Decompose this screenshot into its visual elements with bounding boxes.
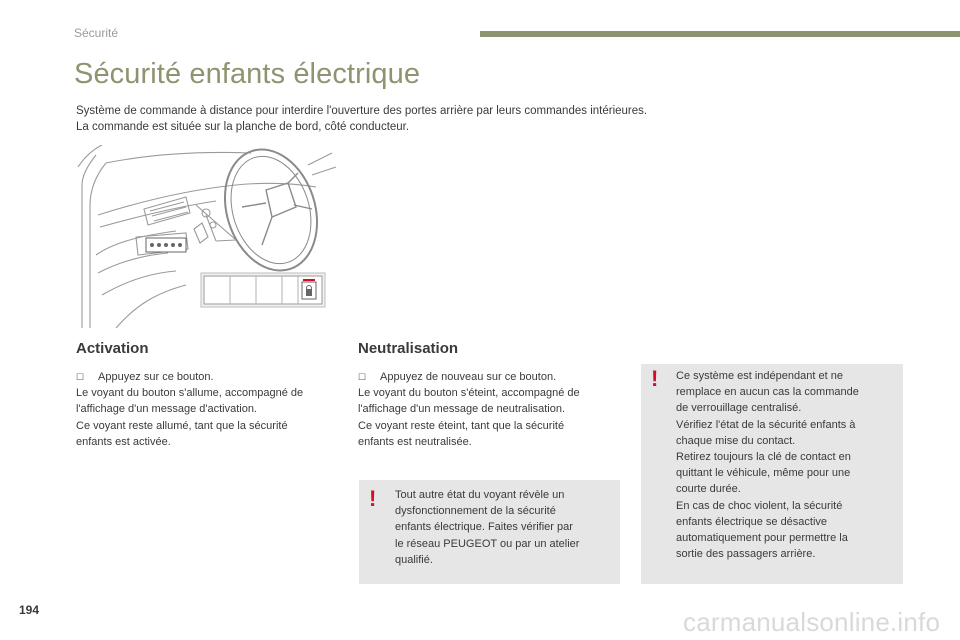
- warning-line: automatiquement pour permettre la: [676, 532, 848, 545]
- exclamation-icon: !: [651, 366, 659, 391]
- neutralisation-line: l'affichage d'un message de neutralisation.: [358, 403, 566, 416]
- activation-line: Ce voyant reste allumé, tant que la sécurité: [76, 419, 288, 432]
- neutralisation-body: [358, 369, 628, 450]
- warning-line: enfants électrique se désactive: [676, 515, 828, 528]
- page-title: Sécurité enfants électrique: [74, 58, 421, 90]
- warning-text: [676, 368, 898, 562]
- warning-line: dysfonctionnement de la sécurité: [395, 505, 556, 518]
- warning-line: sortie des passagers arrière.: [676, 548, 816, 561]
- activation-line: enfants est activée.: [76, 435, 171, 448]
- dashboard-illustration: [76, 145, 338, 328]
- warning-line: Ce système est indépendant et ne: [676, 370, 843, 382]
- neutralisation-bullet-text: Appuyez de nouveau sur ce bouton.: [380, 371, 557, 383]
- neutralisation-heading: Neutralisation: [358, 340, 459, 357]
- activation-line: Le voyant du bouton s'allume, accompagné de: [76, 387, 304, 400]
- warning-text: [395, 487, 615, 568]
- activation-heading: Activation: [76, 340, 149, 357]
- warning-line: enfants électrique. Faites vérifier par: [395, 521, 573, 534]
- warning-line: de verrouillage centralisé.: [676, 402, 802, 415]
- intro-line: La commande est située sur la planche de bord, côté conducteur.: [76, 121, 410, 133]
- warning-line: quittant le véhicule, même pour une: [676, 467, 851, 480]
- warning-line: courte durée.: [676, 483, 741, 496]
- page-number: 194: [19, 603, 40, 617]
- checkbox-bullet-icon: ☐: [76, 372, 85, 382]
- warning-line: En cas de choc violent, la sécurité: [676, 499, 843, 512]
- warning-box-system: [641, 364, 903, 584]
- exclamation-icon: !: [369, 486, 377, 511]
- warning-line: chaque mise du contact.: [676, 434, 796, 447]
- warning-box-malfunction: [359, 480, 620, 584]
- warning-line: Tout autre état du voyant révèle un: [395, 489, 565, 501]
- header-rule: [480, 31, 960, 37]
- warning-line: Vérifiez l'état de la sécurité enfants à: [676, 418, 856, 431]
- neutralisation-line: Ce voyant reste éteint, tant que la sécurité: [358, 419, 565, 432]
- activation-line: l'affichage d'un message d'activation.: [76, 403, 257, 416]
- section-label: Sécurité: [74, 26, 119, 40]
- footer-watermark[interactable]: carmanualsonline.info: [683, 607, 941, 637]
- neutralisation-line: Le voyant du bouton s'éteint, accompagné de: [358, 387, 580, 400]
- intro-text: [76, 103, 647, 135]
- activation-body: [76, 369, 346, 450]
- warning-line: remplace en aucun cas la commande: [676, 386, 859, 399]
- intro-line: Système de commande à distance pour interdire l'ouverture des portes arrière par leurs commandes intérieures.: [76, 105, 648, 117]
- neutralisation-line: enfants est neutralisée.: [358, 435, 472, 448]
- warning-line: le réseau PEUGEOT ou par un atelier: [395, 537, 580, 550]
- neutralisation-section: [358, 340, 628, 450]
- activation-bullet-text: Appuyez sur ce bouton.: [98, 371, 214, 383]
- activation-bullet: [76, 369, 346, 385]
- warning-line: qualifié.: [395, 553, 433, 566]
- warning-line: Retirez toujours la clé de contact en: [676, 451, 851, 464]
- neutralisation-bullet: [358, 369, 628, 385]
- activation-section: [76, 340, 346, 450]
- checkbox-bullet-icon: ☐: [358, 372, 367, 382]
